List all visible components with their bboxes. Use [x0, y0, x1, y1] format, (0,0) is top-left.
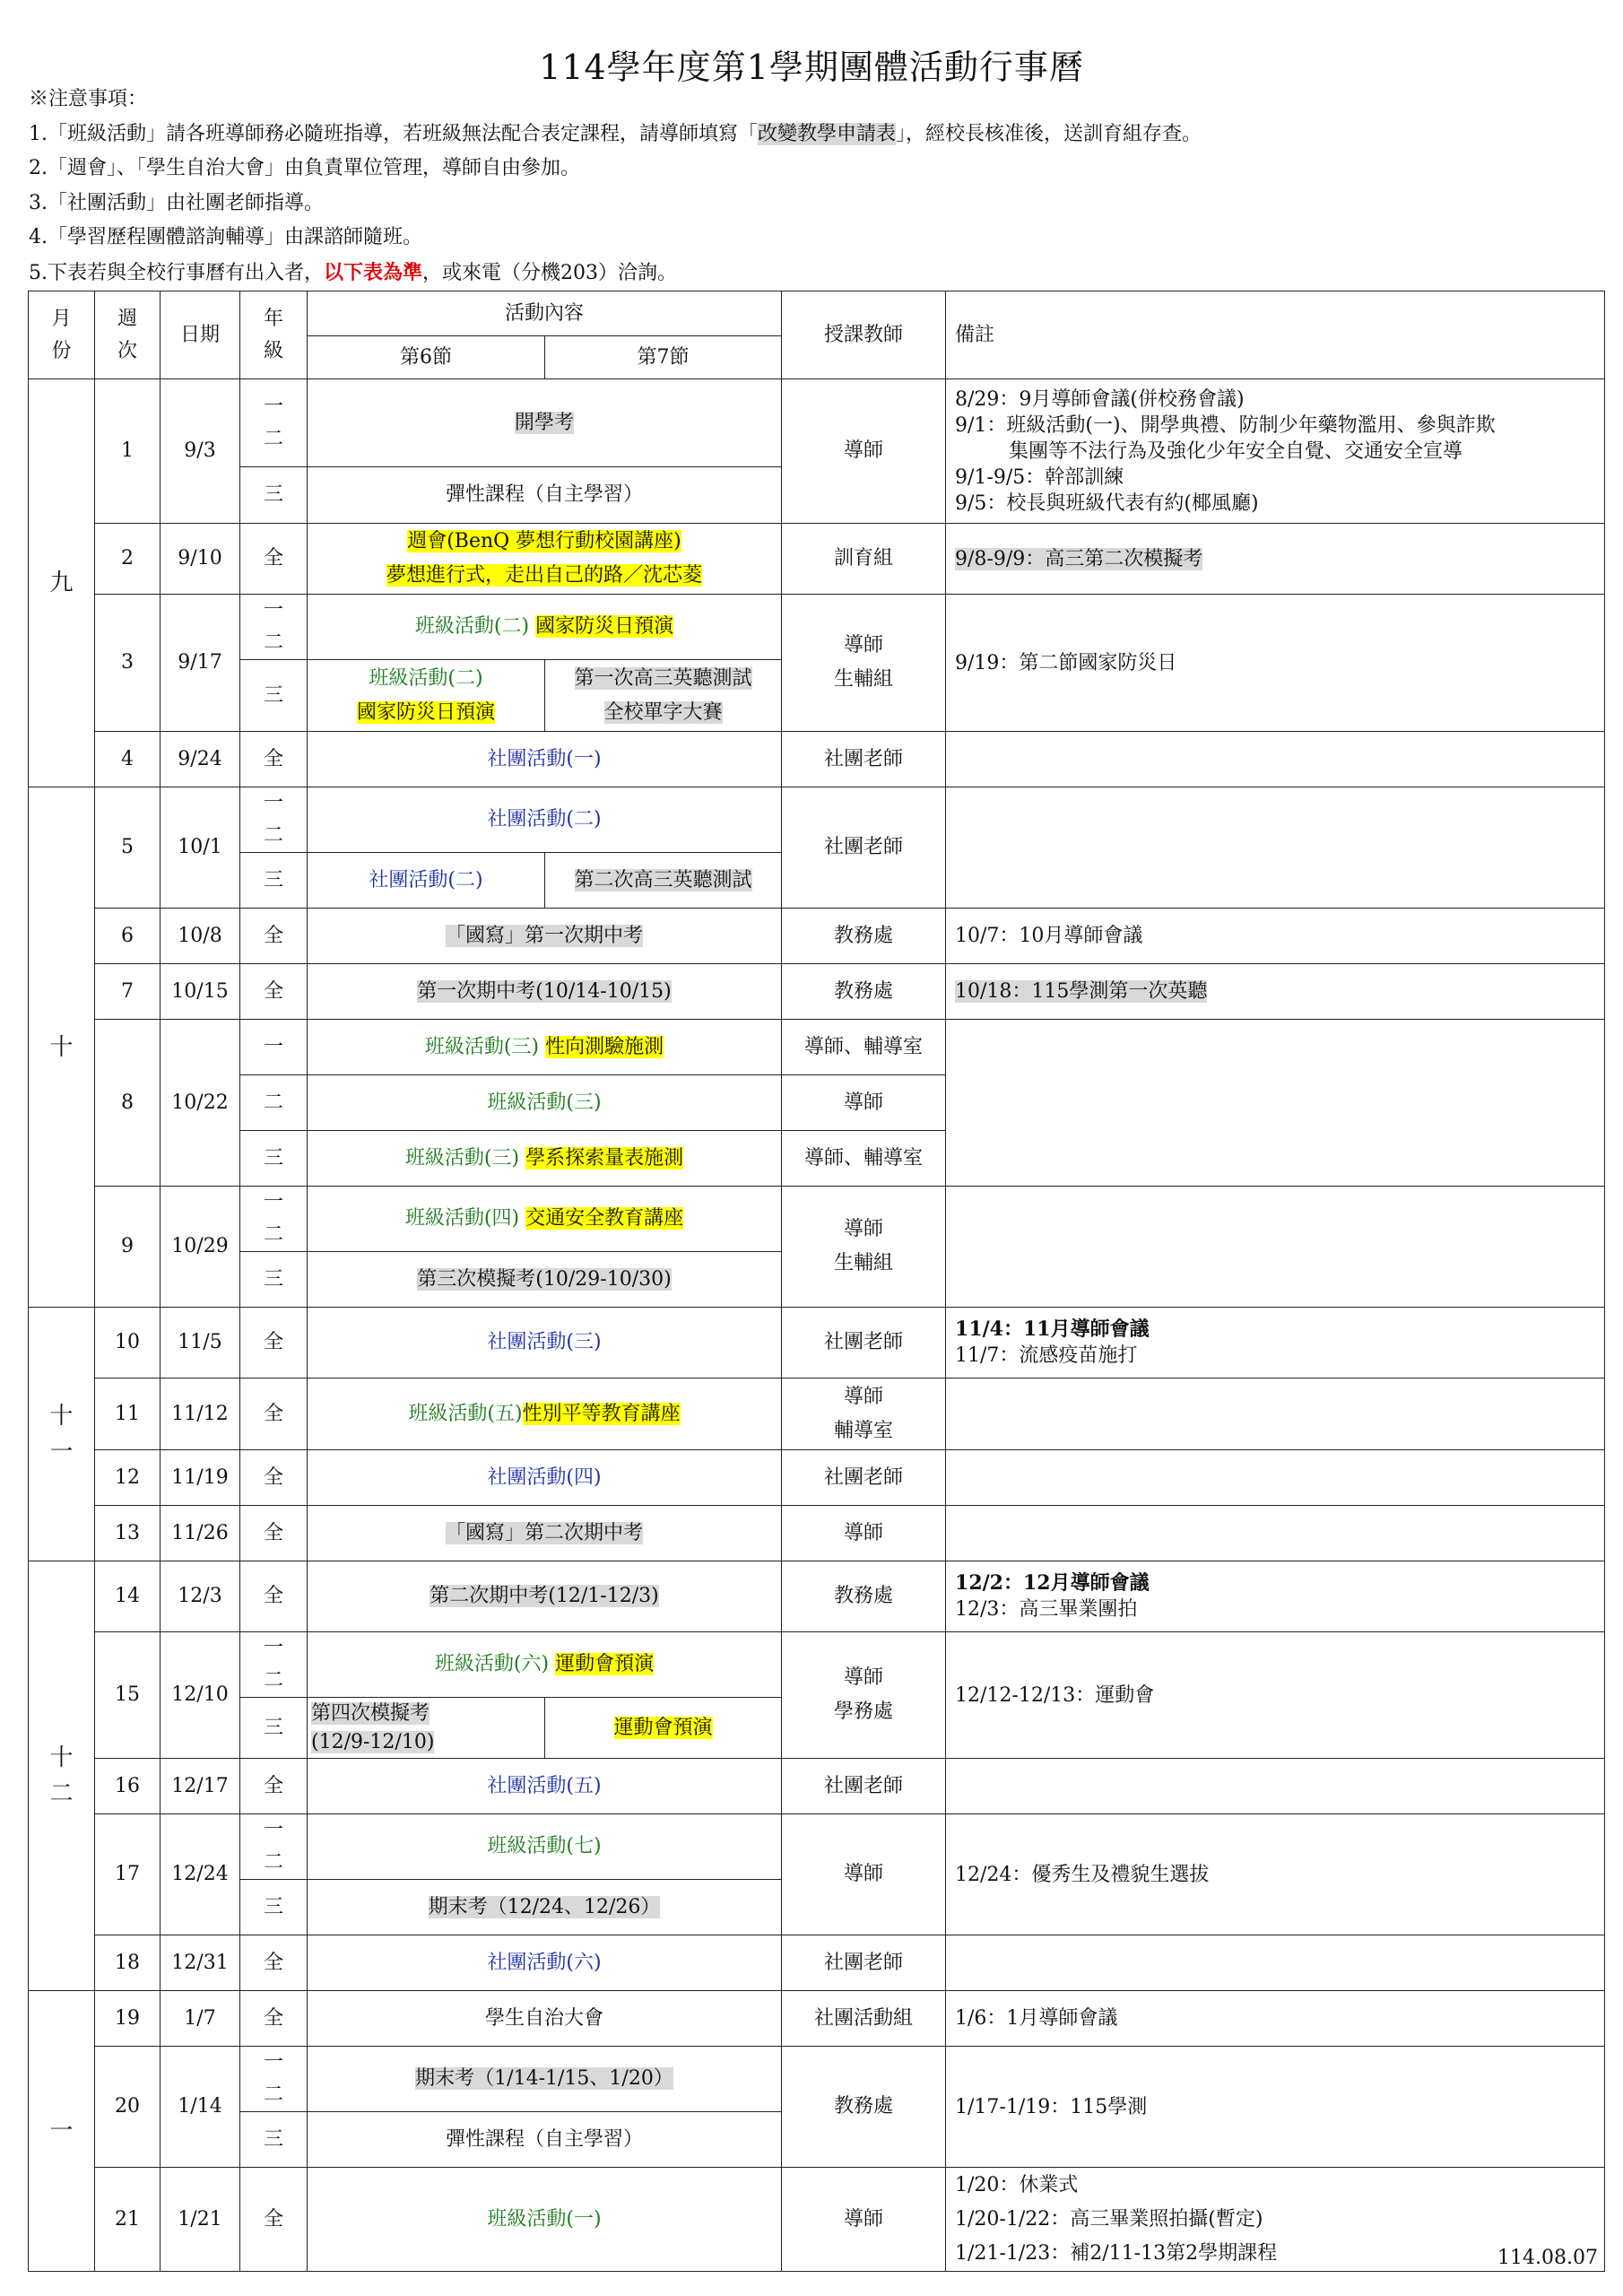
activity-cell: 第三次模擬考(10/29-10/30)	[308, 1252, 782, 1308]
grade-cell: 一二	[240, 1187, 308, 1252]
activity-cell: 班級活動(四) 交通安全教育講座	[308, 1187, 782, 1252]
week-cell: 20	[95, 2047, 161, 2168]
date-cell: 12/3	[161, 1561, 240, 1632]
activity-cell-p6: 社團活動(二)	[308, 853, 545, 909]
week-cell: 16	[95, 1759, 161, 1814]
teacher-cell: 社團老師	[782, 1935, 946, 1991]
remark-cell: 1/6：1月導師會議	[946, 1991, 1605, 2047]
grade-cell: 三	[240, 1131, 308, 1187]
date-cell: 11/5	[161, 1308, 240, 1378]
table-row	[29, 1561, 1605, 1632]
week-cell: 8	[95, 1020, 161, 1187]
activity-cell: 彈性課程（自主學習）	[308, 467, 782, 524]
grade-cell: 三	[240, 2112, 308, 2168]
month-cell: 十一	[29, 1308, 95, 1561]
table-row	[29, 595, 1605, 660]
header-grade: 年級	[240, 291, 308, 379]
remark-cell	[946, 787, 1605, 909]
teacher-cell: 導師 學務處	[782, 1632, 946, 1759]
activity-cell: 班級活動(一)	[308, 2168, 782, 2272]
activity-cell: 班級活動(七)	[308, 1814, 782, 1880]
week-cell: 4	[95, 732, 161, 787]
note-5: 5.下表若與全校行事曆有出入者，以下表為準，或來電（分機203）洽詢。	[29, 260, 678, 284]
note-2: 2.「週會」、「學生自治大會」由負責單位管理，導師自由參加。	[29, 157, 580, 179]
week-cell: 13	[95, 1506, 161, 1561]
grade-cell: 三	[240, 853, 308, 909]
remark-cell	[946, 1450, 1605, 1506]
remark-cell	[946, 1935, 1605, 1991]
date-cell: 12/24	[161, 1814, 240, 1935]
remark-cell	[946, 732, 1605, 787]
grade-cell: 全	[240, 732, 308, 787]
week-cell: 10	[95, 1308, 161, 1378]
month-cell: 十	[29, 787, 95, 1308]
date-cell: 1/21	[161, 2168, 240, 2272]
teacher-cell: 導師	[782, 1075, 946, 1131]
month-cell: 九	[29, 379, 95, 787]
week-cell: 11	[95, 1378, 161, 1450]
activity-cell-p6: 第四次模擬考 (12/9-12/10)	[308, 1698, 545, 1759]
teacher-cell: 導師	[782, 379, 946, 524]
remark-cell: 9/19：第二節國家防災日	[946, 595, 1605, 732]
header-teacher: 授課教師	[782, 291, 946, 379]
grade-cell: 三	[240, 660, 308, 732]
teacher-cell: 社團活動組	[782, 1991, 946, 2047]
activity-cell: 班級活動(三)	[308, 1075, 782, 1131]
table-row	[29, 964, 1605, 1020]
activity-cell: 第一次期中考(10/14-10/15)	[308, 964, 782, 1020]
table-row	[29, 732, 1605, 787]
grade-cell: 全	[240, 1561, 308, 1632]
grade-cell: 全	[240, 964, 308, 1020]
activity-cell: 社團活動(四)	[308, 1450, 782, 1506]
note-1: 1.「班級活動」請各班導師務必隨班指導，若班級無法配合表定課程，請導師填寫「改變教學申請表」，經校長核准後，送訓育組存查。	[29, 122, 1202, 145]
note-4: 4.「學習歷程團體諮詢輔導」由課諮師隨班。	[29, 226, 422, 248]
teacher-cell: 導師 生輔組	[782, 595, 946, 732]
teacher-cell: 導師 生輔組	[782, 1187, 946, 1308]
table-row	[29, 1450, 1605, 1506]
week-cell: 15	[95, 1632, 161, 1759]
date-cell: 10/29	[161, 1187, 240, 1308]
week-cell: 12	[95, 1450, 161, 1506]
table-row	[29, 1632, 1605, 1698]
remark-cell	[946, 1378, 1605, 1450]
remark-cell: 8/29：9月導師會議(併校務會議) 9/1：班級活動(一)、開學典禮、防制少年藥物濫用、參與詐欺 集團等不法行為及強化少年安全自覺、交通安全宣導 9/1-9/5：幹部訓練 9/5：校長與班級代表有約(椰風廳)	[946, 379, 1605, 524]
header-row	[29, 291, 1605, 336]
remark-cell: 12/24：優秀生及禮貌生選拔	[946, 1814, 1605, 1935]
date-cell: 1/7	[161, 1991, 240, 2047]
grade-cell: 一二	[240, 1632, 308, 1698]
activity-cell: 社團活動(二)	[308, 787, 782, 853]
activity-cell-p7: 第一次高三英聽測試 全校單字大賽	[545, 660, 782, 732]
activity-cell: 期末考（12/24、12/26）	[308, 1880, 782, 1935]
grade-cell: 全	[240, 1308, 308, 1378]
activity-cell-p6: 班級活動(二) 國家防災日預演	[308, 660, 545, 732]
header-period-6: 第6節	[308, 336, 545, 379]
week-cell: 21	[95, 2168, 161, 2272]
date-cell: 12/10	[161, 1632, 240, 1759]
week-cell: 2	[95, 524, 161, 595]
table-row	[29, 1506, 1605, 1561]
activity-cell: 社團活動(五)	[308, 1759, 782, 1814]
grade-cell: 一二	[240, 595, 308, 660]
date-cell: 10/8	[161, 909, 240, 964]
activity-cell: 班級活動(六) 運動會預演	[308, 1632, 782, 1698]
change-teaching-form-label: 改變教學申請表	[758, 122, 897, 145]
week-cell: 18	[95, 1935, 161, 1991]
remark-cell: 10/18：115學測第一次英聽	[946, 964, 1605, 1020]
date-cell: 11/26	[161, 1506, 240, 1561]
grade-cell: 二	[240, 1075, 308, 1131]
table-row	[29, 1935, 1605, 1991]
header-month: 月份	[29, 291, 95, 379]
table-row	[29, 379, 1605, 467]
week-cell: 5	[95, 787, 161, 909]
date-cell: 11/19	[161, 1450, 240, 1506]
activity-cell: 社團活動(一)	[308, 732, 782, 787]
remark-cell: 10/7：10月導師會議	[946, 909, 1605, 964]
document-date: 114.08.07	[1497, 2247, 1598, 2269]
teacher-cell: 導師	[782, 2168, 946, 2272]
remark-cell: 11/4：11月導師會議 11/7：流感疫苗施打	[946, 1308, 1605, 1378]
activity-cell-p7: 運動會預演	[545, 1698, 782, 1759]
grade-cell: 全	[240, 524, 308, 595]
teacher-cell: 社團老師	[782, 1308, 946, 1378]
page-title: 114學年度第1學期團體活動行事曆	[539, 48, 1084, 87]
grade-cell: 全	[240, 1378, 308, 1450]
activity-cell: 班級活動(五)性別平等教育講座	[308, 1378, 782, 1450]
teacher-cell: 教務處	[782, 964, 946, 1020]
activity-cell: 班級活動(二) 國家防災日預演	[308, 595, 782, 660]
week-cell: 3	[95, 595, 161, 732]
table-row	[29, 1814, 1605, 1880]
remark-cell: 1/20：休業式 1/20-1/22：高三畢業照拍攝(暫定) 1/21-1/23：補2/11-13第2學期課程	[946, 2168, 1605, 2272]
activity-cell-p7: 第二次高三英聽測試	[545, 853, 782, 909]
date-cell: 9/10	[161, 524, 240, 595]
remark-cell: 9/8-9/9：高三第二次模擬考	[946, 524, 1605, 595]
activity-cell: 「國寫」第一次期中考	[308, 909, 782, 964]
date-cell: 9/17	[161, 595, 240, 732]
week-cell: 14	[95, 1561, 161, 1632]
date-cell: 11/12	[161, 1378, 240, 1450]
grade-cell: 一二	[240, 2047, 308, 2112]
priority-note: 以下表為準	[324, 260, 423, 284]
week-cell: 9	[95, 1187, 161, 1308]
grade-cell: 三	[240, 1698, 308, 1759]
activity-cell: 社團活動(三)	[308, 1308, 782, 1378]
remark-cell: 12/2：12月導師會議 12/3：高三畢業團拍	[946, 1561, 1605, 1632]
grade-cell: 一二	[240, 1814, 308, 1880]
teacher-cell: 導師	[782, 1506, 946, 1561]
activity-cell: 「國寫」第二次期中考	[308, 1506, 782, 1561]
teacher-cell: 社團老師	[782, 1759, 946, 1814]
grade-cell: 三	[240, 467, 308, 524]
activity-cell: 開學考	[308, 379, 782, 467]
date-cell: 12/31	[161, 1935, 240, 1991]
remark-cell	[946, 1506, 1605, 1561]
table-row	[29, 1020, 1605, 1075]
teacher-cell: 訓育組	[782, 524, 946, 595]
note-3: 3.「社團活動」由社團老師指導。	[29, 191, 324, 214]
grade-cell: 全	[240, 1991, 308, 2047]
remark-cell	[946, 1187, 1605, 1308]
grade-cell: 全	[240, 1450, 308, 1506]
week-cell: 6	[95, 909, 161, 964]
header-remark: 備註	[946, 291, 1605, 379]
date-cell: 12/17	[161, 1759, 240, 1814]
activity-cell: 彈性課程（自主學習）	[308, 2112, 782, 2168]
teacher-cell: 導師、輔導室	[782, 1020, 946, 1075]
month-cell: 十二	[29, 1561, 95, 1991]
notes-section	[29, 83, 1202, 291]
table-row	[29, 1187, 1605, 1252]
date-cell: 10/1	[161, 787, 240, 909]
date-cell: 10/22	[161, 1020, 240, 1187]
grade-cell: 全	[240, 1506, 308, 1561]
remark-cell	[946, 1759, 1605, 1814]
header-date: 日期	[161, 291, 240, 379]
grade-cell: 全	[240, 2168, 308, 2272]
activity-cell: 週會(BenQ 夢想行動校園講座) 夢想進行式，走出自己的路／沈芯菱	[308, 524, 782, 595]
remark-cell: 12/12-12/13：運動會	[946, 1632, 1605, 1759]
teacher-cell: 導師	[782, 1814, 946, 1935]
table-row	[29, 1759, 1605, 1814]
grade-cell: 三	[240, 1252, 308, 1308]
grade-cell: 全	[240, 1759, 308, 1814]
table-row	[29, 2047, 1605, 2112]
table-row	[29, 787, 1605, 853]
table-row	[29, 524, 1605, 595]
activity-cell: 班級活動(三) 性向測驗施測	[308, 1020, 782, 1075]
notes-heading: ※注意事項：	[29, 88, 148, 110]
teacher-cell: 導師 輔導室	[782, 1378, 946, 1450]
date-cell: 10/15	[161, 964, 240, 1020]
activity-cell: 社團活動(六)	[308, 1935, 782, 1991]
teacher-cell: 社團老師	[782, 787, 946, 909]
month-cell: 一	[29, 1991, 95, 2272]
week-cell: 1	[95, 379, 161, 524]
grade-cell: 一二	[240, 379, 308, 467]
grade-cell: 三	[240, 1880, 308, 1935]
header-week: 週次	[95, 291, 161, 379]
teacher-cell: 導師、輔導室	[782, 1131, 946, 1187]
grade-cell: 全	[240, 909, 308, 964]
week-cell: 19	[95, 1991, 161, 2047]
date-cell: 1/14	[161, 2047, 240, 2168]
teacher-cell: 社團老師	[782, 732, 946, 787]
date-cell: 9/3	[161, 379, 240, 524]
activity-cell: 班級活動(三) 學系探索量表施測	[308, 1131, 782, 1187]
table-row	[29, 1378, 1605, 1450]
teacher-cell: 社團老師	[782, 1450, 946, 1506]
table-row	[29, 2168, 1605, 2272]
teacher-cell: 教務處	[782, 909, 946, 964]
activity-cell: 期末考（1/14-1/15、1/20）	[308, 2047, 782, 2112]
grade-cell: 全	[240, 1935, 308, 1991]
header-period-7: 第7節	[545, 336, 782, 379]
grade-cell: 一二	[240, 787, 308, 853]
table-row	[29, 909, 1605, 964]
activity-calendar-table	[28, 291, 1605, 2272]
activity-cell: 學生自治大會	[308, 1991, 782, 2047]
teacher-cell: 教務處	[782, 2047, 946, 2168]
date-cell: 9/24	[161, 732, 240, 787]
grade-cell: 一	[240, 1020, 308, 1075]
week-cell: 17	[95, 1814, 161, 1935]
table-row	[29, 1308, 1605, 1378]
teacher-cell: 教務處	[782, 1561, 946, 1632]
remark-cell	[946, 1020, 1605, 1187]
week-cell: 7	[95, 964, 161, 1020]
header-activity: 活動內容	[308, 291, 782, 336]
activity-cell: 第二次期中考(12/1-12/3)	[308, 1561, 782, 1632]
remark-cell: 1/17-1/19：115學測	[946, 2047, 1605, 2168]
table-row	[29, 1991, 1605, 2047]
